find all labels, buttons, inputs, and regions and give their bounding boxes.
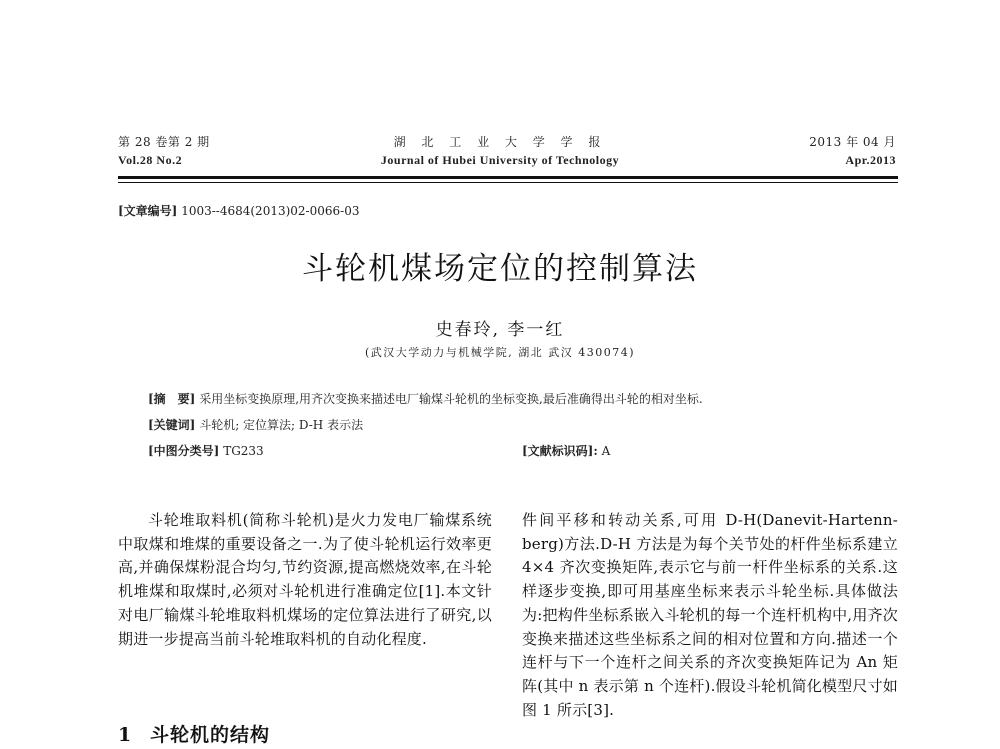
body-left-column xyxy=(118,509,492,651)
article-id-label: [文章编号] xyxy=(118,204,178,218)
section-heading xyxy=(118,720,270,747)
keywords xyxy=(148,416,363,433)
header-rule-thin xyxy=(118,182,898,183)
authors: 史春玲, 李一红 xyxy=(435,320,565,340)
keywords-label: [关键词] xyxy=(148,418,196,432)
abstract-text: 采用坐标变换原理,用齐次变换来描述电厂输煤斗轮机的坐标变换,最后准确得出斗轮的相对坐标. xyxy=(199,392,703,406)
section-number: 1 xyxy=(118,724,133,746)
journal-date-en xyxy=(845,153,896,168)
journal-volume-cn: 第 28 卷第 2 期 xyxy=(118,135,210,149)
classification-value: TG233 xyxy=(223,444,264,458)
body-right-paragraph: 件间平移和转动关系,可用 D-H(Danevit-Hartenn-berg)方法.D-H 方法是为每个关节处的杆件坐标系建立 4×4 齐次变换矩阵,表示它与前一杆件坐标系的关系.这样逐步变换,即可用基座坐标来表示斗轮坐标.具体做法为:把构件坐标系嵌入斗轮机的每一个连杆机构中,用齐次变换来描述这些坐标系之间的相对位置和方向.描述一个连杆与下一个连杆之间关系的齐次变换矩阵记为 An 矩阵(其中 n 表示第 n 个连杆).假设斗轮机简化模型尺寸如图 1 所示[3]. xyxy=(522,511,898,719)
article-id-value: 1003--4684(2013)02-0066-03 xyxy=(181,204,360,218)
affiliation: (武汉大学动力与机械学院, 湖北 武汉 430074) xyxy=(364,346,636,359)
journal-volume-en-text: Vol.28 No.2 xyxy=(118,153,183,167)
paper-title: 斗轮机煤场定位的控制算法 xyxy=(302,251,698,287)
abstract xyxy=(148,390,703,407)
doc-code-value: A xyxy=(601,444,611,458)
header-rule-thick xyxy=(118,176,898,179)
body-left-paragraph: 斗轮堆取料机(简称斗轮机)是火力发电厂输煤系统中取煤和堆煤的重要设备之一.为了使斗轮机运行效率更高,并确保煤粉混合均匀,节约资源,提高燃烧效率,在斗轮机堆煤和取煤时,必须对斗轮机进行准确定位[1].本文针对电厂输煤斗轮堆取料机煤场的定位算法进行了研究,以期进一步提高当前斗轮堆取料机的自动化程度. xyxy=(118,511,492,648)
doc-code-label: [文献标识码]: xyxy=(522,444,598,458)
keywords-text: 斗轮机; 定位算法; D-H 表示法 xyxy=(199,418,364,432)
abstract-label: [摘 要] xyxy=(148,392,196,406)
article-id xyxy=(118,202,359,219)
body-right-column xyxy=(522,509,898,722)
journal-date-en-text: Apr.2013 xyxy=(845,153,896,167)
classification xyxy=(148,442,264,459)
classification-label: [中图分类号] xyxy=(148,444,220,458)
journal-name-en-text: Journal of Hubei University of Technology xyxy=(380,153,620,167)
journal-date-cn: 2013 年 04 月 xyxy=(809,135,896,149)
journal-name-cn: 湖 北 工 业 大 学 学 报 xyxy=(393,135,607,149)
doc-code xyxy=(522,442,610,459)
section-title: 斗轮机的结构 xyxy=(150,724,271,746)
